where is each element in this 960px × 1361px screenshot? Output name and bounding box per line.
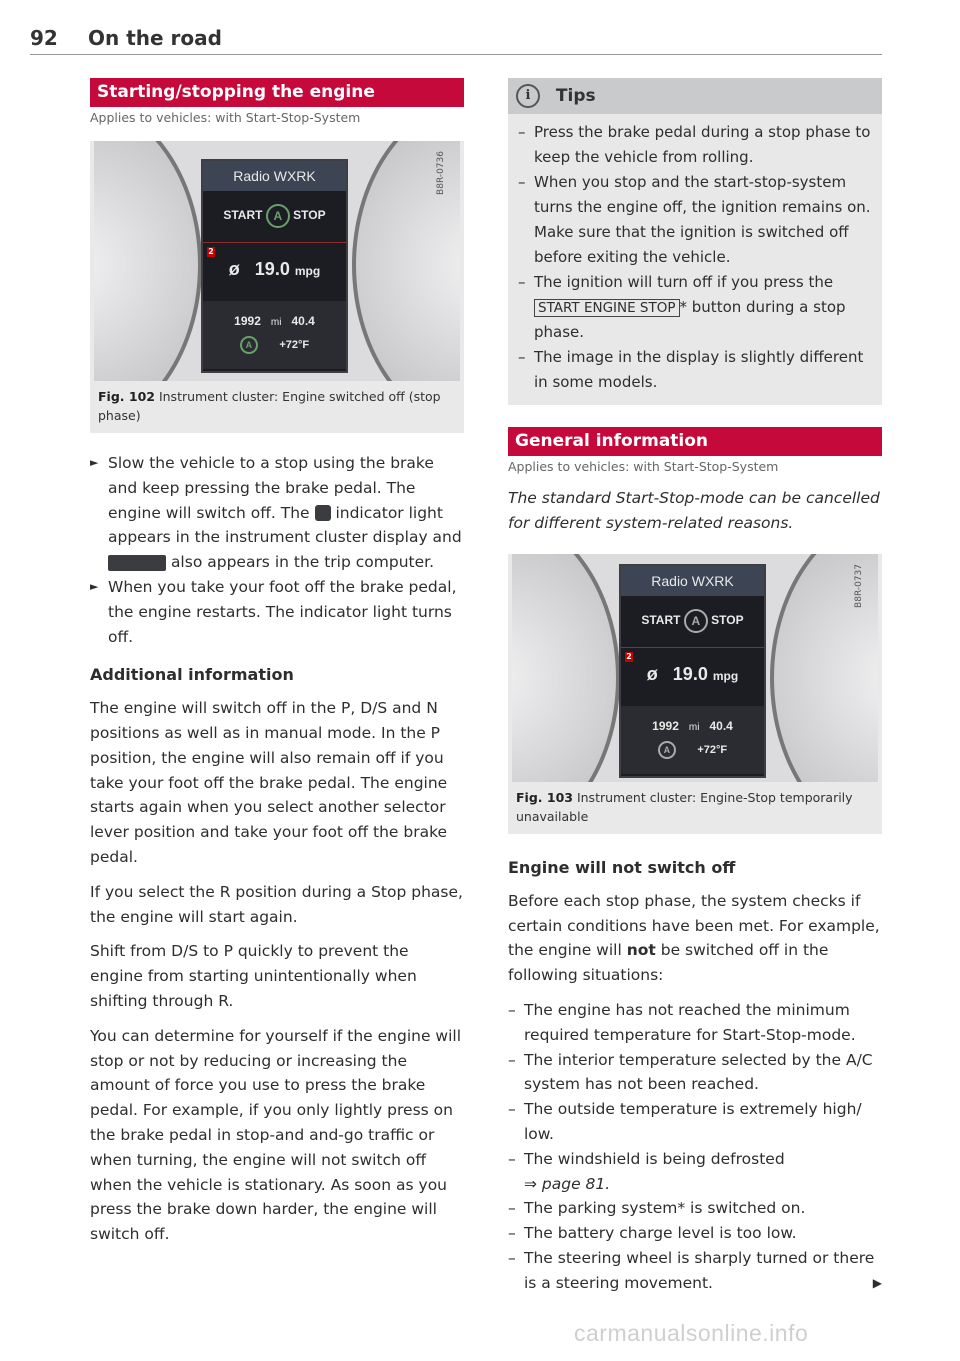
odometer-row	[203, 309, 346, 336]
step-text: When you take your foot off the brake pedal, the engine restarts. The indicator light turns off.	[108, 577, 457, 646]
list-item-text: The engine has not reached the minimum required temperature for Start-Stop-mode.	[524, 1000, 856, 1044]
tip-text: When you stop and the start-stop-system turns the engine off, the ignition remains on. Make sure that the ignition is switched off before exiting the vehicle.	[534, 173, 871, 266]
figure-103	[508, 554, 882, 834]
driver-info-display	[619, 564, 766, 778]
temperature-row	[621, 738, 764, 763]
mpg-readout	[203, 257, 346, 284]
tip-item: – When you stop and the start-stop-system turns the engine off, the ignition remains on. Make sure that the ignition is switched off before exiting the vehicle.	[518, 173, 871, 266]
tip-text: Press the brake pedal during a stop phase to keep the vehicle from rolling.	[534, 123, 871, 166]
start-stop-small-icon: A	[240, 336, 258, 354]
stop-text: STOP	[293, 208, 326, 222]
step-arrow-icon: ►	[90, 579, 99, 593]
odometer-unit: mi	[688, 722, 700, 733]
mpg-unit: mpg	[294, 264, 321, 278]
start-stop-unavailable-icon: A	[684, 609, 708, 633]
display-separator	[203, 242, 346, 243]
page-number: 92	[30, 26, 58, 50]
step-arrow-icon: ►	[90, 456, 99, 469]
start-stop-active-icon: A	[266, 204, 290, 228]
driver-info-display	[201, 159, 348, 373]
figure-caption-text: Instrument cluster: Engine-Stop temporarily unavailable	[516, 790, 853, 824]
display-separator	[621, 647, 764, 648]
figure-label: Fig. 103	[516, 790, 573, 805]
list-item-text: The battery charge level is too low.	[524, 1224, 797, 1243]
watermark: carmanualsonline.info	[574, 1320, 809, 1346]
odometer-row	[621, 714, 764, 741]
info-icon: i	[516, 84, 540, 108]
list-item-text: The parking system* is switched on.	[524, 1199, 806, 1218]
tips-title: Tips	[555, 86, 596, 106]
tip-text: * button during a stop phase.	[534, 298, 846, 341]
list-item-text: The interior temperature selected by the A/C system has not been reached.	[524, 1050, 873, 1094]
conditions-list	[508, 998, 882, 1296]
stop-text: STOP	[711, 613, 744, 627]
tip-item: – Press the brake pedal during a stop phase to keep the vehicle from rolling.	[518, 123, 871, 166]
paragraph: You can determine for yourself if the engine will stop or not by reducing or increasing the amount of force you use to press the brake pedal. For example, if you only lightly press on the brake pedal in stop-and and-go traffic or when turning, the engine will not switch off when the vehicle is stationary. As soon as you press the brake down harder, the engine will switch off.	[90, 1026, 462, 1244]
list-item: – The windshield is being defrosted ⇒ page 81.	[508, 1149, 785, 1193]
section-heading-starting-stopping: Starting/stopping the engine	[90, 78, 464, 107]
applies-note: Applies to vehicles: with Start-Stop-System	[90, 110, 361, 125]
paragraph-text: Before each stop phase, the system checks if certain conditions have been met. For example, the engine will	[508, 891, 880, 960]
mpg-value: 19.0	[254, 259, 290, 279]
indicator-2: 2	[208, 247, 214, 256]
indicator-2: 2	[626, 652, 632, 661]
paragraph	[508, 889, 882, 988]
start-stop-display-icon	[108, 555, 166, 571]
tips-header	[508, 78, 882, 114]
radio-label: Radio WXRK	[203, 161, 346, 191]
subheading-additional-info: Additional information	[90, 665, 294, 685]
list-item: – The battery charge level is too low.	[508, 1224, 797, 1243]
outside-temp: +72°F	[697, 744, 728, 756]
page-header	[30, 24, 882, 55]
tip-text: The image in the display is slightly different in some models.	[534, 348, 864, 391]
figure-caption	[508, 782, 882, 834]
start-text: START	[641, 613, 681, 627]
avg-symbol: ø	[228, 259, 240, 279]
applies-note: Applies to vehicles: with Start-Stop-System	[508, 459, 779, 474]
start-stop-small-icon: A	[658, 741, 676, 759]
section-heading-general-info: General information	[508, 427, 882, 456]
step-text: also appears in the trip computer.	[170, 553, 435, 572]
page-reference-link[interactable]: ⇒ page 81.	[524, 1174, 611, 1193]
list-item: – The parking system* is switched on.	[508, 1199, 806, 1218]
radio-label: Radio WXRK	[621, 566, 764, 596]
figure-label: Fig. 102	[98, 389, 155, 404]
left-gauge	[512, 554, 620, 782]
temperature-row	[203, 333, 346, 358]
list-item: – The interior temperature selected by the A/C system has not been reached.	[508, 1050, 873, 1094]
paragraph-text: be switched off in the following situations:	[508, 941, 829, 985]
tips-box	[508, 78, 882, 405]
left-column	[90, 78, 464, 1247]
paragraph: The engine will switch off in the P, D/S and N positions as well as in manual mode. In the P position, the engine will also remain off if you take your foot off the brake pedal. The engine starts again when you select another selector lever position and take your foot off the brake pedal.	[90, 699, 448, 866]
tip-item: – The ignition will turn off if you press the START ENGINE STOP * button during a stop phase.	[518, 273, 846, 341]
start-stop-row	[203, 203, 346, 228]
left-gauge	[94, 141, 202, 381]
subheading-engine-not-switch-off: Engine will not switch off	[508, 858, 736, 877]
mpg-unit: mpg	[712, 669, 739, 683]
intro-text: The standard Start-Stop-mode can be cancelled for different system-related reasons.	[508, 489, 880, 532]
figure-caption-text: Instrument cluster: Engine switched off (stop phase)	[98, 389, 441, 423]
emphasis-not: not	[626, 941, 656, 960]
mpg-readout	[621, 662, 764, 689]
list-item-text: The outside temperature is extremely high/ low.	[524, 1100, 862, 1143]
instruction-step	[90, 575, 464, 649]
right-column	[508, 78, 882, 1296]
list-item-text: The windshield is being defrosted	[524, 1149, 785, 1168]
mpg-value: 19.0	[672, 664, 708, 684]
start-stop-indicator-icon	[315, 505, 331, 521]
start-stop-row	[621, 608, 764, 633]
list-item-text: The steering wheel is sharply turned or there is a steering movement.	[524, 1248, 875, 1292]
figure-102	[90, 141, 464, 433]
instrument-cluster-image	[94, 141, 460, 381]
figure-code: B8R-0736	[436, 151, 447, 195]
list-item: – The engine has not reached the minimum required temperature for Start-Stop-mode.	[508, 1000, 856, 1044]
trip-value: 40.4	[709, 719, 733, 733]
start-engine-stop-button-label: START ENGINE STOP	[534, 299, 680, 317]
continue-arrow-icon: ▶	[872, 1275, 882, 1290]
tips-body	[508, 114, 882, 405]
list-item: – The steering wheel is sharply turned or there is a steering movement. ▶	[508, 1246, 882, 1296]
tip-item: – The image in the display is slightly different in some models.	[518, 348, 864, 391]
paragraph: Shift from D/S to P quickly to prevent the engine from starting unintentionally when shifting through R.	[90, 942, 417, 1010]
avg-symbol: ø	[646, 664, 658, 684]
odometer-value: 1992	[652, 719, 679, 733]
instrument-cluster-image	[512, 554, 878, 782]
step-text: Slow the vehicle to a stop using the brake and keep pressing the brake pedal. The engine will switch off. The	[108, 454, 434, 522]
tip-text: The ignition will turn off if you press the	[534, 273, 834, 291]
list-item: – The outside temperature is extremely high/ low.	[508, 1100, 862, 1143]
start-text: START	[223, 208, 263, 222]
step-text: indicator light appears in the instrument cluster display and	[108, 503, 462, 547]
odometer-unit: mi	[270, 317, 282, 328]
figure-code: B8R-0737	[854, 564, 865, 608]
odometer-value: 1992	[234, 314, 261, 328]
paragraph: If you select the R position during a Stop phase, the engine will start again.	[90, 882, 463, 926]
outside-temp: +72°F	[279, 339, 310, 351]
figure-caption	[90, 381, 464, 433]
section-title: On the road	[88, 26, 222, 50]
trip-value: 40.4	[291, 314, 315, 328]
instruction-step	[90, 451, 464, 575]
